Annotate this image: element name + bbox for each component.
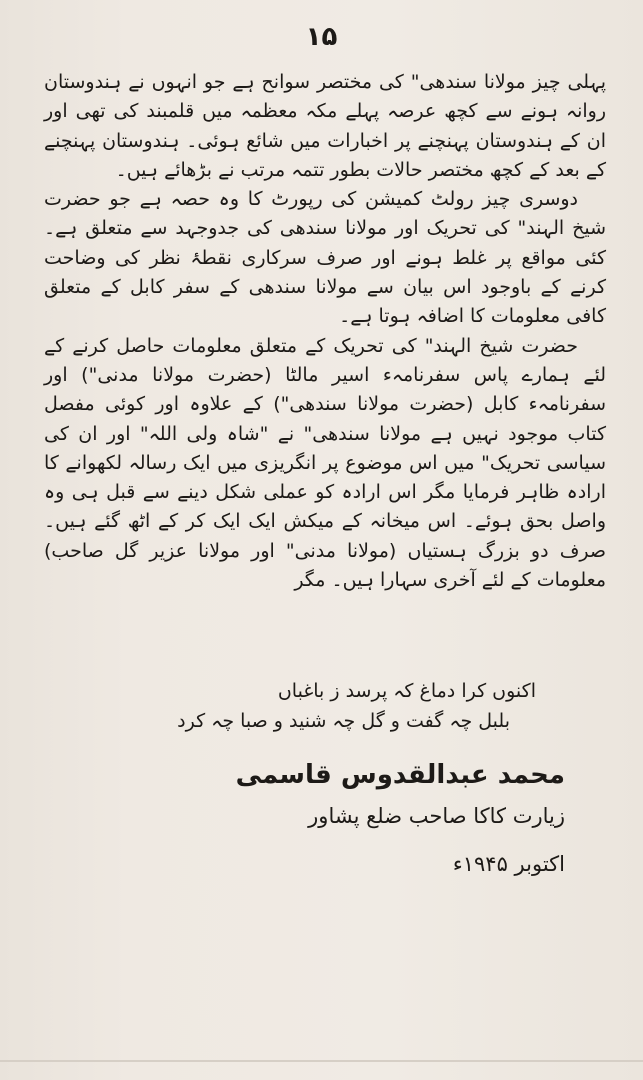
- page-number: ۱۵: [305, 22, 338, 52]
- paragraph-1: پہلی چیز مولانا سندھی" کی مختصر سوانح ہے جو انہوں نے ہندوستان روانہ ہونے سے کچھ عرصہ پہلے مکہ معظمہ میں قلمبند کی تھی اور ان کے ہندوستان پہنچنے پر اخبارات میں شائع ہوئی۔ ہندوستان پہنچنے کے بعد کے کچھ مختصر حالات بطور تتمہ مرتب نے بڑھائے ہیں۔: [44, 71, 606, 181]
- verse-line-2: بلبل چہ گفت و گل چہ شنید و صبا چہ کرد: [177, 710, 510, 732]
- author-place: زیارت کاکا صاحب ضلع پشاور: [308, 804, 565, 828]
- body-text: [44, 68, 606, 595]
- signature-date: اکتوبر ۱۹۴۵ء: [452, 852, 565, 876]
- page-edge: [0, 1060, 643, 1062]
- paragraph-2: دوسری چیز رولٹ کمیشن کی رپورٹ کا وہ حصہ ہے جو حضرت شیخ الہند" کی تحریک اور مولانا سندھی کی جدوجہد سے متعلق ہے۔ کئی مواقع پر غلط ہونے اور صرف سرکاری نقطۂ نظر کی وضاحت کرنے کے باوجود اس بیان سے مولانا سندھی کے سفر کابل کے متعلق کافی معلومات کا اضافہ ہوتا ہے۔: [44, 188, 606, 328]
- author-name: محمد عبدالقدوس قاسمی: [235, 760, 565, 790]
- paragraph-3: حضرت شیخ الہند" کی تحریک کے متعلق معلومات حاصل کرنے کے لئے ہمارے پاس سفرنامہء اسیر مالٹا (حضرت مولانا مدنی") اور سفرنامہء کابل (حضرت مولانا سندھی") کے علاوہ اور کوئی مفصل کتاب موجود نہیں ہے مولانا سندھی" نے "شاہ ولی اللہ" اور ان کی سیاسی تحریک" میں اس موضوع پر انگریزی میں ایک رسالہ لکھوانے کا ارادہ ظاہر فرمایا مگر اس ارادہ کو عملی شکل دینے سے قبل ہی وہ واصل بحق ہوئے۔ اس میخانہ کے میکش ایک ایک کر کے اٹھ گئے ہیں۔ صرف دو بزرگ ہستیاں (مولانا مدنی" اور مولانا عزیر گل صاحب) معلومات کے لئے آخری سہارا ہیں۔ مگر: [44, 334, 606, 592]
- signature-block: [145, 760, 565, 876]
- persian-verse: [120, 676, 550, 736]
- verse-line-1: اکنوں کرا دماغ کہ پرسد ز باغباں: [277, 680, 536, 702]
